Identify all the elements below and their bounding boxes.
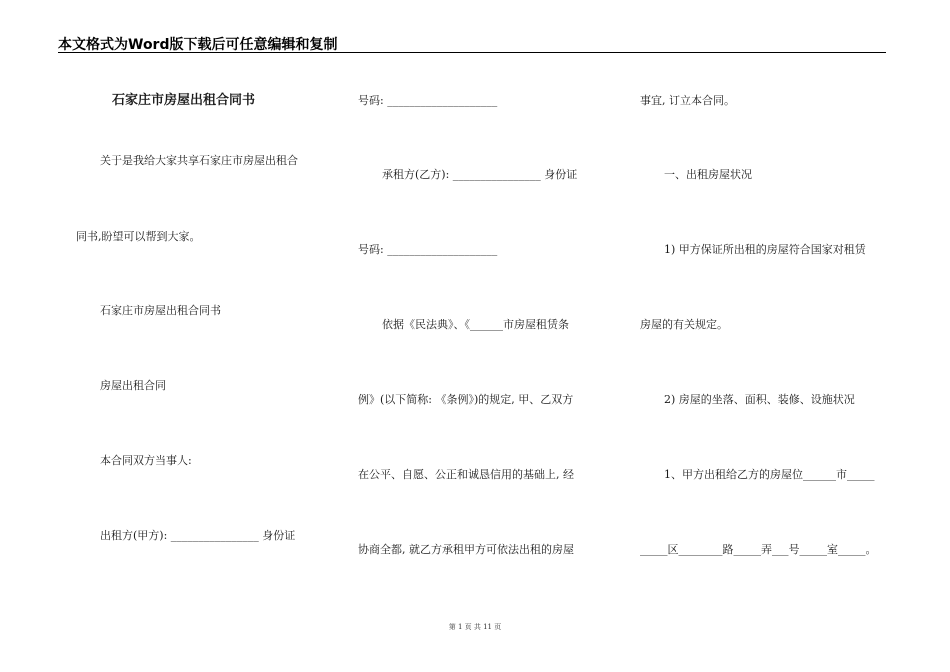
text-line: 一、出租房屋状况: [664, 168, 752, 181]
text-line: _____区________路_____弄___号_____室_____。: [640, 543, 877, 556]
text-line: 事宜, 订立本合同。: [640, 94, 735, 107]
text-line: 例》(以下简称: 《条例》)的规定, 甲、乙双方: [358, 393, 574, 406]
text-line: 房屋出租合同: [100, 379, 166, 392]
text-line: 2) 房屋的坐落、面积、装修、设施状况: [664, 393, 855, 406]
text-line: 同书,盼望可以帮到大家。: [76, 230, 201, 243]
text-line: 房屋的有关规定。: [640, 318, 728, 331]
text-line: 出租方(甲方): ________________ 身份证: [100, 529, 296, 542]
text-line: 承租方(乙方): ________________ 身份证: [382, 168, 578, 181]
document-header-title: 本文格式为Word版下载后可任意编辑和复制: [58, 37, 338, 53]
text-line: 依据《民法典》、《______市房屋租赁条: [382, 318, 569, 331]
text-line: 关于是我给大家共享石家庄市房屋出租合: [100, 154, 298, 167]
text-line: 号码: ____________________: [358, 243, 498, 256]
text-line: 协商全都, 就乙方承租甲方可依法出租的房屋: [358, 543, 574, 556]
text-line: 1、甲方出租给乙方的房屋位______市_____: [664, 468, 875, 481]
text-line: 石家庄市房屋出租合同书: [100, 304, 221, 317]
document-title: 石家庄市房屋出租合同书: [112, 93, 256, 108]
page-number: 第 1 页 共 11 页: [448, 623, 502, 631]
text-line: 号码: ____________________: [358, 94, 498, 107]
text-line: 本合同双方当事人:: [100, 454, 192, 467]
text-line: 在公平、自愿、公正和诚恳信用的基础上, 经: [358, 468, 574, 481]
header-divider: [58, 52, 886, 53]
text-line: 1) 甲方保证所出租的房屋符合国家对租赁: [664, 243, 866, 256]
